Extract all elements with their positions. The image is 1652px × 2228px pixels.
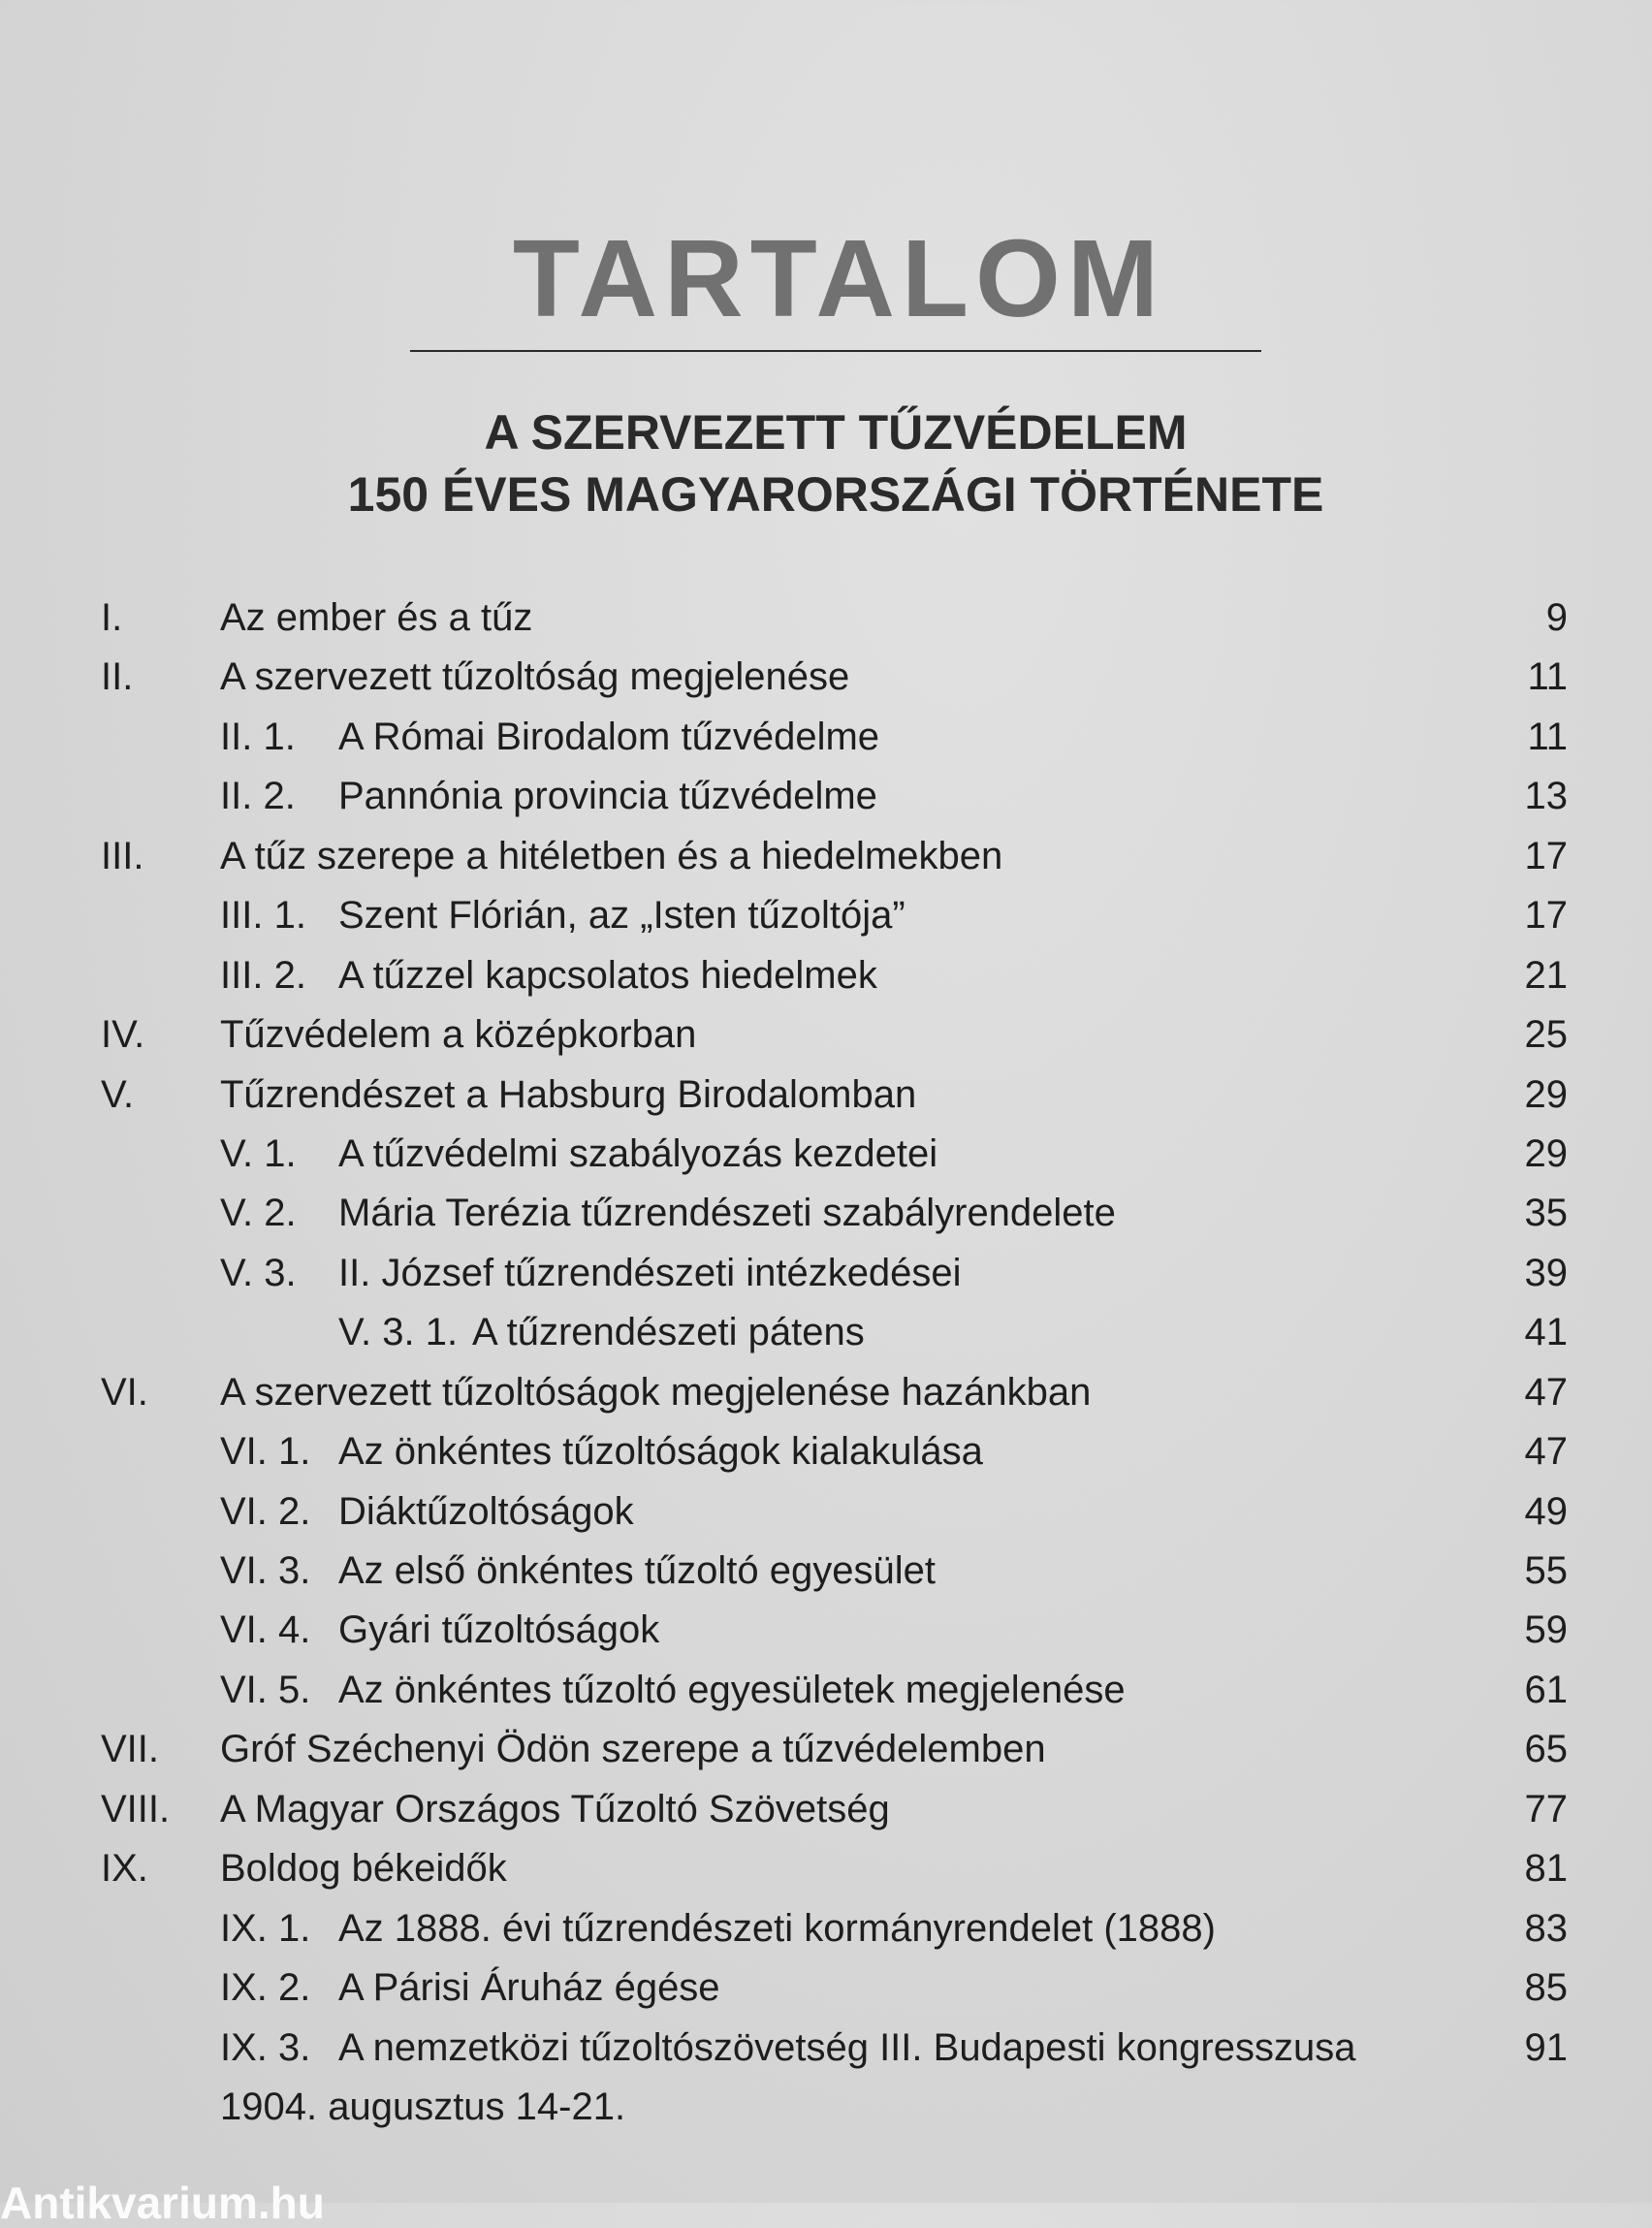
page-number: 39 <box>1524 1251 1568 1294</box>
page-number: 13 <box>1524 775 1568 818</box>
page-number: 29 <box>1524 1131 1568 1175</box>
chapter-number: III. <box>101 834 144 877</box>
section-number: III. 1. <box>220 894 306 938</box>
page-number: 77 <box>1524 1787 1568 1830</box>
table-of-contents <box>0 589 1652 2137</box>
page-number: 55 <box>1524 1549 1568 1592</box>
chapter-title: Gróf Széchenyi Ödön szerepe a tűzvédelemben <box>220 1728 1046 1771</box>
page-number: 91 <box>1524 2025 1568 2069</box>
toc-section-row <box>0 1601 1652 1660</box>
page-number: 35 <box>1524 1192 1568 1235</box>
page-number: 17 <box>1524 834 1568 877</box>
section-number: III. 2. <box>220 953 306 997</box>
chapter-number: IX. <box>101 1847 148 1891</box>
toc-subsection-row <box>0 1303 1652 1362</box>
title-divider <box>410 350 1261 352</box>
toc-chapter-row <box>0 1066 1652 1125</box>
chapter-title: Tűzvédelem a középkorban <box>220 1013 697 1057</box>
section-number: IX. 1. <box>220 1906 311 1950</box>
page-number: 85 <box>1524 1966 1568 2010</box>
section-title: A tűzzel kapcsolatos hiedelmek <box>338 953 877 997</box>
section-title-continuation: 1904. augusztus 14-21. <box>220 2085 626 2128</box>
subtitle-line-2: 150 ÉVES MAGYARORSZÁGI TÖRTÉNETE <box>347 467 1324 522</box>
subtitle-line-1: A SZERVEZETT TŰZVÉDELEM <box>484 405 1188 460</box>
page-number: 17 <box>1524 894 1568 938</box>
section-title: A Párisi Áruház égése <box>338 1966 720 2010</box>
chapter-number: VIII. <box>101 1787 171 1830</box>
toc-section-row <box>0 1542 1652 1601</box>
section-number: VI. 1. <box>220 1430 311 1474</box>
chapter-title: A szervezett tűzoltóságok megjelenése hazánkban <box>220 1370 1092 1414</box>
chapter-title: A tűz szerepe a hitéletben és a hiedelmekben <box>220 834 1003 877</box>
page-number: 9 <box>1545 596 1568 639</box>
section-number: V. 1. <box>220 1131 297 1175</box>
page-number: 83 <box>1524 1906 1568 1950</box>
section-title: Diáktűzoltóságok <box>338 1489 634 1533</box>
section-number: IX. 2. <box>220 1966 311 2010</box>
section-number: VI. 2. <box>220 1489 311 1533</box>
page-number: 11 <box>1527 715 1568 758</box>
watermark: Antikvarium.hu <box>0 2178 325 2228</box>
chapter-title: A Magyar Országos Tűzoltó Szövetség <box>220 1787 890 1830</box>
subsection-title: A tűzrendészeti pátens <box>472 1311 865 1354</box>
section-number: V. 3. <box>220 1251 297 1294</box>
toc-chapter-row <box>0 827 1652 886</box>
section-title: Pannónia provincia tűzvédelme <box>338 775 877 818</box>
section-title: Gyári tűzoltóságok <box>338 1608 660 1652</box>
toc-section-row <box>0 2019 1652 2078</box>
toc-section-row <box>0 946 1652 1005</box>
section-number: VI. 3. <box>220 1549 311 1592</box>
page-number: 21 <box>1524 953 1568 997</box>
section-number: VI. 4. <box>220 1608 311 1652</box>
subsection-number: V. 3. 1. <box>338 1311 459 1354</box>
toc-chapter-row <box>0 589 1652 648</box>
page-number: 29 <box>1524 1072 1568 1116</box>
page-number: 11 <box>1527 655 1568 699</box>
section-title: Az önkéntes tűzoltóságok kialakulása <box>338 1430 983 1474</box>
toc-section-row <box>0 1661 1652 1720</box>
section-title: Az önkéntes tűzoltó egyesületek megjelenése <box>338 1668 1126 1711</box>
page-number: 47 <box>1524 1430 1568 1474</box>
toc-continuation-row <box>0 2078 1652 2137</box>
chapter-title: Tűzrendészet a Habsburg Birodalomban <box>220 1072 917 1116</box>
section-title: II. József tűzrendészeti intézkedései <box>338 1251 962 1294</box>
section-number: IX. 3. <box>220 2025 311 2069</box>
toc-section-row <box>0 1422 1652 1481</box>
section-title: Szent Flórián, az „Isten tűzoltója” <box>338 894 905 938</box>
toc-section-row <box>0 1899 1652 1958</box>
section-title: Mária Terézia tűzrendészeti szabályrendelete <box>338 1192 1116 1235</box>
chapter-title: Az ember és a tűz <box>220 596 533 639</box>
toc-section-row <box>0 1958 1652 2018</box>
page-number: 65 <box>1524 1728 1568 1771</box>
toc-chapter-row <box>0 1780 1652 1839</box>
chapter-number: II. <box>101 655 134 699</box>
page-number: 47 <box>1524 1370 1568 1414</box>
toc-section-row <box>0 767 1652 826</box>
section-number: II. 2. <box>220 775 296 818</box>
section-number: VI. 5. <box>220 1668 311 1711</box>
section-number: II. 1. <box>220 715 296 758</box>
page-number: 41 <box>1524 1311 1568 1354</box>
chapter-number: I. <box>101 596 123 639</box>
page-number: 49 <box>1524 1489 1568 1533</box>
page-title: TARTALOM <box>512 217 1166 339</box>
chapter-title: A szervezett tűzoltóság megjelenése <box>220 655 850 699</box>
chapter-number: IV. <box>101 1013 145 1057</box>
page-number: 81 <box>1524 1847 1568 1891</box>
chapter-title: Boldog békeidők <box>220 1847 507 1891</box>
page-number: 59 <box>1524 1608 1568 1652</box>
section-number: V. 2. <box>220 1192 297 1235</box>
section-title: A nemzetközi tűzoltószövetség III. Budapesti kongresszusa <box>338 2025 1356 2069</box>
section-title: Az 1888. évi tűzrendészeti kormányrendelet (1888) <box>338 1906 1216 1950</box>
toc-section-row <box>0 1244 1652 1303</box>
section-title: A tűzvédelmi szabályozás kezdetei <box>338 1131 938 1175</box>
section-title: Az első önkéntes tűzoltó egyesület <box>338 1549 936 1592</box>
toc-chapter-row <box>0 1005 1652 1065</box>
toc-chapter-row <box>0 1720 1652 1779</box>
chapter-number: VII. <box>101 1728 160 1771</box>
toc-chapter-row <box>0 648 1652 707</box>
toc-chapter-row <box>0 1363 1652 1422</box>
page-number: 61 <box>1524 1668 1568 1711</box>
page-number: 25 <box>1524 1013 1568 1057</box>
toc-section-row <box>0 708 1652 767</box>
toc-chapter-row <box>0 1839 1652 1898</box>
toc-section-row <box>0 886 1652 945</box>
toc-section-row <box>0 1482 1652 1542</box>
chapter-number: V. <box>101 1072 135 1116</box>
toc-section-row <box>0 1184 1652 1243</box>
toc-section-row <box>0 1125 1652 1184</box>
chapter-number: VI. <box>101 1370 148 1414</box>
section-title: A Római Birodalom tűzvédelme <box>338 715 880 758</box>
